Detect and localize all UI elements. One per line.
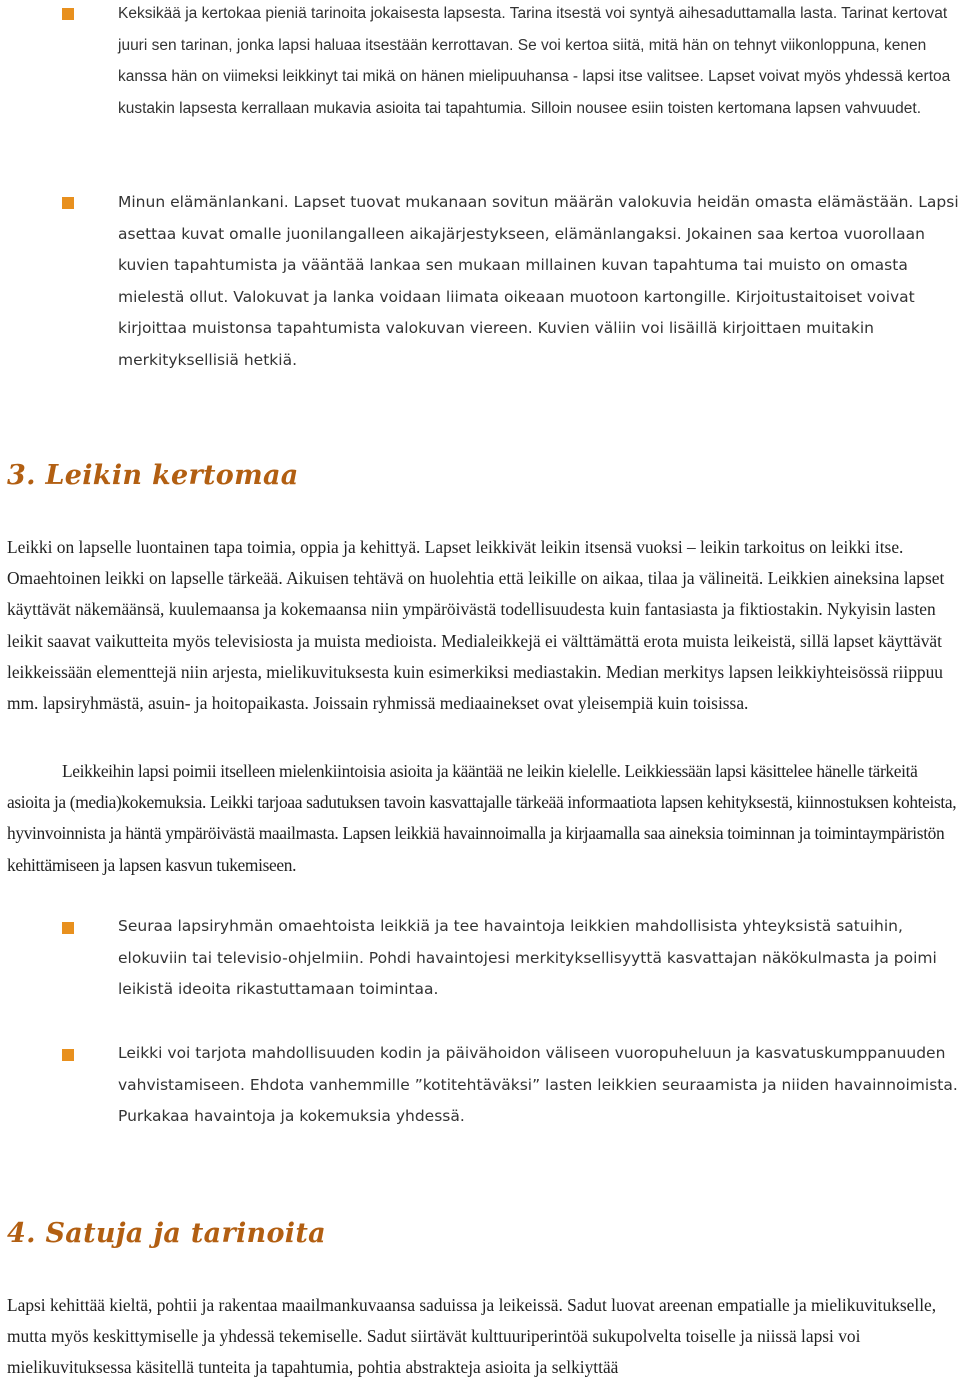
section-3-paragraph-2-text: Leikkeihin lapsi poimii itselleen mielenkiintoisia asioita ja kääntää ne leikin kielelle. Leikkiessään lapsi käsittelee hänelle tärkeitä asioita ja (media)kokemuksia. Leikki tarjoaa sadutuksen tavoin kasvattajalle tärkeää informaatiota lapsen kehityksestä, kiinnostuksen kohteista, hyvinvoinnista ja häntä ympäröivästä maailmasta. Lapsen leikkiä havainnoimalla ja kirjaamalla saa aineksia toiminnan ja toimintaympäristön kehittämiseen ja lapsen kasvun tukemiseen.	[7, 761, 957, 875]
bullet-text-1: Keksikää ja kertokaa pieniä tarinoita jokaisesta lapsesta. Tarina itsestä voi syntyä aihesaduttamalla lasta. Tarinat kertovat juuri sen tarinan, jonka lapsi haluaa itsestään kerrottavan. Se voi kertoa siitä, mitä hän on tehnyt viikonloppuna, kenen kanssa hän on viimeksi leikkinyt tai mikä on hänen mielipuuhansa - lapsi itse valitsee. Lapset voivat myös yhdessä kertoa kustakin lapsesta kerrallaan mukavia asioita tai tapahtumia. Silloin nousee esiin toisten kertomana lapsen vahvuudet.	[118, 5, 951, 117]
bullet-text-3: Seuraa lapsiryhmän omaehtoista leikkiä ja tee havaintoja leikkien mahdollisista yhteyksistä satuihin, elokuviin tai televisio-ohjelmiin. Pohdi havaintojesi merkityksellisyyttä kasvattajan näkökulmasta ja poimi leikistä ideoita rikastuttamaan toimintaa.	[118, 917, 937, 998]
square-bullet-icon	[62, 8, 74, 20]
section-4-paragraph-1: Lapsi kehittää kieltä, pohtii ja rakentaa maailmankuvaansa saduissa ja leikeissä. Sadut luovat areenan empatialle ja mielikuvitukselle, mutta myös keskittymiselle ja yhdessä tekemiselle. Sadut siirtävät kulttuuriperintöä sukupolvelta toiselle ja niissä lapsi voi mielikuvituksessa käsitellä tunteita ja tapahtumia, pohtia abstrakteja asioita ja selkiyttää	[7, 1295, 937, 1378]
square-bullet-icon	[62, 1049, 74, 1061]
bullet-text-2: Minun elämänlankani. Lapset tuovat mukanaan sovitun määrän valokuvia heidän omasta elämästään. Lapsi asettaa kuvat omalle juonilangalleen aikajärjestykseen, elämänlangaksi. Jokainen saa kertoa vuorollaan kuvien tapahtumista ja vääntää lankaa sen mukaan millainen kuvan tapahtuma tai muisto on omasta mielestä ollut. Valokuvat ja lanka voidaan liimata oikeaan muotoon kartongille. Kirjoitustaitoiset voivat kirjoittaa muistonsa tapahtumista valokuvan viereen. Kuvien väliin voi lisäillä kirjoittaen muitakin merkityksellisiä hetkiä.	[118, 193, 959, 369]
section-3-paragraph-2	[7, 756, 960, 881]
section-4-heading: 4. Satuja ja tarinoita	[7, 1218, 326, 1249]
square-bullet-icon	[62, 197, 74, 209]
square-bullet-icon	[62, 922, 74, 934]
section-3-paragraph-1: Leikki on lapselle luontainen tapa toimia, oppia ja kehittyä. Lapset leikkivät leikin itsensä vuoksi – leikin tarkoitus on leikki itse. Omaehtoinen leikki on lapselle tärkeää. Aikuisen tehtävä on huolehtia että leikille on aikaa, tilaa ja välineitä. Leikkien aineksina lapset käyttävät näkemäänsä, kuulemaansa ja kokemaansa niin ympäröivästä todellisuudesta kuin fantasiasta ja fiktiostakin. Nykyisin lasten leikit saavat vaikutteita myös televisiosta ja muista medioista. Medialeikkejä ei välttämättä erota muista leikeistä, sillä lapset käyttävät leikkeissään elementtejä niin arjesta, mielikuvituksesta kuin esimerkiksi mediastakin. Median merkitys lapsen leikkiyhteisössä riippuu mm. lapsiryhmästä, asuin- ja hoitopaikasta. Joissain ryhmissä mediaainekset ovat yleisempiä kuin toisissa.	[7, 537, 945, 714]
section-3-heading: 3. Leikin kertomaa	[7, 460, 299, 491]
bullet-text-4: Leikki voi tarjota mahdollisuuden kodin ja päivähoidon väliseen vuoropuheluun ja kasvatuskumppanuuden vahvistamiseen. Ehdota vanhemmille ”kotitehtäväksi” lasten leikkien seuraamista ja niiden havainnoimista. Purkakaa havaintoja ja kokemuksia yhdessä.	[118, 1044, 958, 1125]
